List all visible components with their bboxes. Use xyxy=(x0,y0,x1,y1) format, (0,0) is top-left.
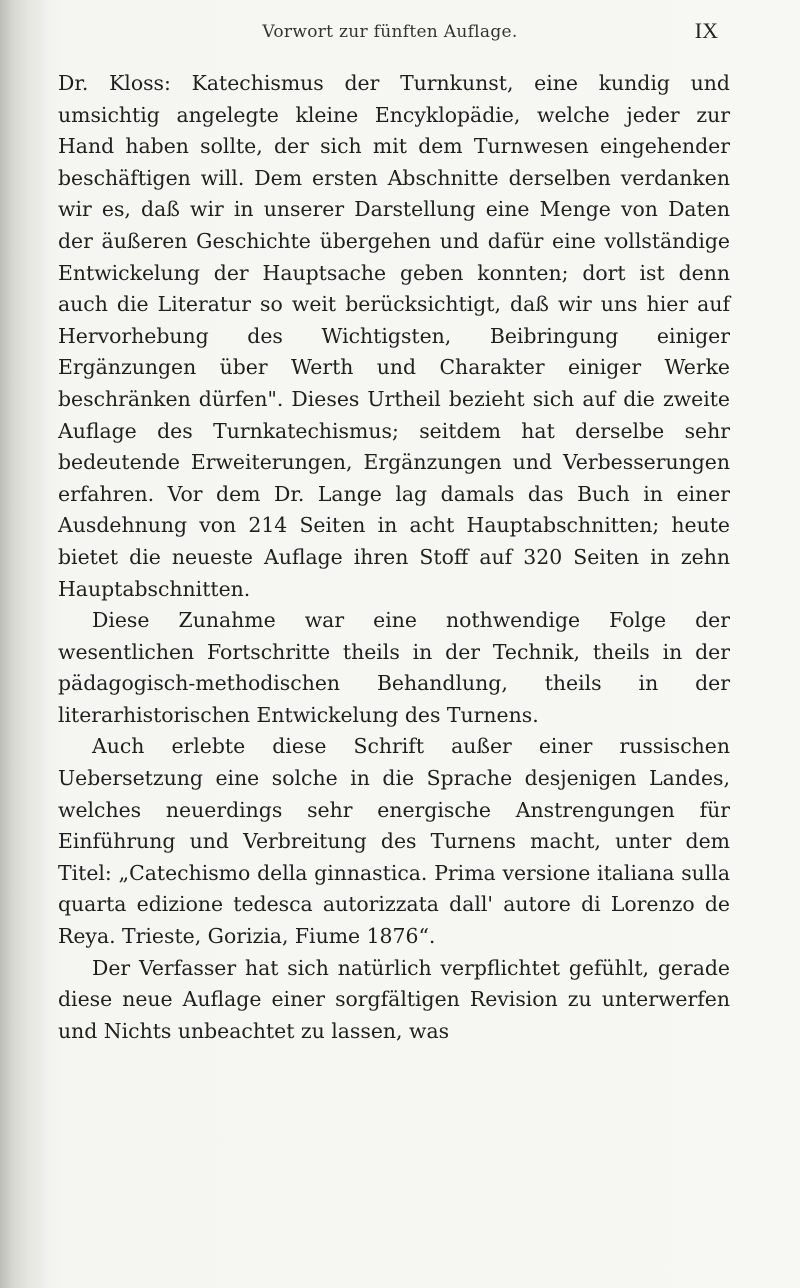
paragraph-2: Diese Zunahme war eine nothwendige Folge der wesentlichen Fortschritte theils in der Technik, theils in der pädagogisch-methodischen Behandlung, theils in der literarhistorischen Entwickelung des Turnens. xyxy=(58,608,730,727)
body-text xyxy=(58,68,730,1047)
page-number: IX xyxy=(694,18,718,43)
paragraph-3: Auch erlebte diese Schrift außer einer russischen Uebersetzung eine solche in die Sprache desjenigen Landes, welches neuerdings sehr energische Anstrengungen für Einführung und Verbreitung des Turnens macht, unter dem Titel: „Catechismo della ginnastica. Prima versione italiana sulla quarta edizione tedesca autorizzata dall' autore di Lorenzo de Reya. Trieste, Gorizia, Fiume 1876“. xyxy=(58,734,730,949)
paragraph-1: Dr. Kloss: Katechismus der Turnkunst, eine kundig und umsichtig angelegte kleine Encyklopädie, welche jeder zur Hand haben sollte, der sich mit dem Turnwesen eingehender beschäftigen will. Dem ersten Abschnitte derselben verdanken wir es, daß wir in unserer Darstellung eine Menge von Daten der äußeren Geschichte übergehen und dafür eine vollständige Entwickelung der Hauptsache geben konnten; dort ist denn auch die Literatur so weit berücksichtigt, daß wir uns hier auf Hervorhebung des Wichtigsten, Beibringung einiger Ergänzungen über Werth und Charakter einiger Werke beschränken dürfen". Dieses Urtheil bezieht sich auf die zweite Auflage des Turnkatechismus; seitdem hat derselbe sehr bedeutende Erweiterungen, Ergänzungen und Verbesserungen erfahren. Vor dem Dr. Lange lag damals das Buch in einer Ausdehnung von 214 Seiten in acht Hauptabschnitten; heute bietet die neueste Auflage ihren Stoff auf 320 Seiten in zehn Hauptabschnitten. xyxy=(58,71,730,601)
binding-gutter xyxy=(0,0,48,1288)
running-header: Vorwort zur fünften Auflage. xyxy=(262,22,518,42)
paragraph-4: Der Verfasser hat sich natürlich verpflichtet gefühlt, gerade diese neue Auflage einer sorgfältigen Revision zu unterwerfen und Nichts unbeachtet zu lassen, was xyxy=(58,955,730,1043)
